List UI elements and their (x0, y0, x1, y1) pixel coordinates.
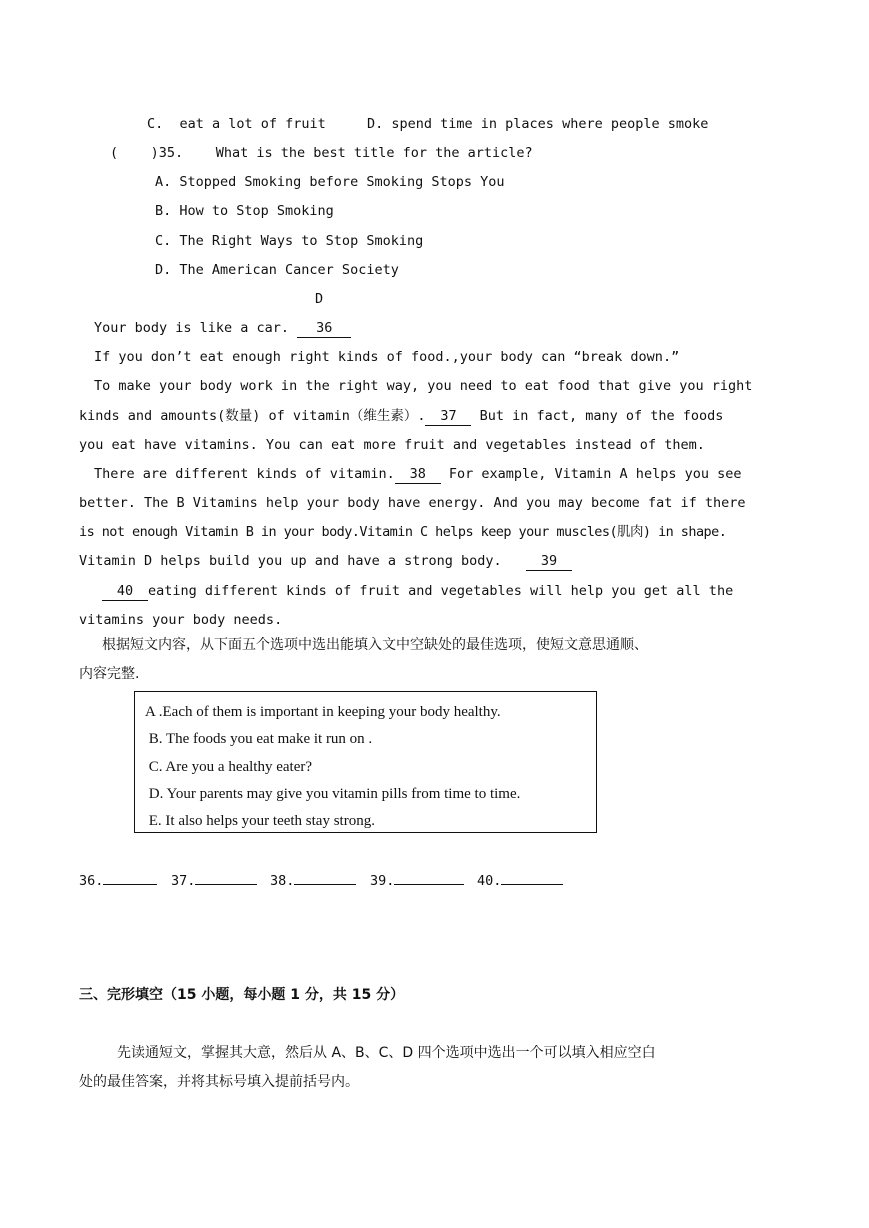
option-b: B. The foods you eat make it run on . (145, 731, 373, 747)
q35-option-a: A. Stopped Smoking before Smoking Stops You (155, 174, 505, 190)
answer-36[interactable] (79, 870, 157, 890)
passage-line-9 (79, 552, 572, 571)
blank-36: 36 (297, 319, 351, 338)
blank-40: 40 (102, 582, 148, 601)
sentence: Your body is like a car. (94, 320, 290, 336)
option-e: E. It also helps your teeth stay strong. (145, 813, 375, 829)
sentence: There are different kinds of vitamin. (94, 466, 395, 482)
answer-label: 37. (171, 873, 196, 889)
answer-blank[interactable] (501, 870, 563, 885)
instruction-line-1: 根据短文内容，从下面五个选项中选出能填入文中空缺处的最佳选项，使短文意思通顺、 (102, 637, 648, 653)
passage-line-8: is not enough Vitamin B in your body.Vitamin C helps keep your muscles(肌肉) in shape. (79, 524, 727, 540)
section-3-title: 三、完形填空（15 小题，每小题 1 分，共 15 分） (79, 987, 405, 1003)
sentence: But in fact, many of the foods (479, 408, 724, 424)
answer-blank[interactable] (103, 870, 157, 885)
passage-line-2: If you don’t eat enough right kinds of food.,your body can “break down.” (94, 349, 680, 365)
answer-40[interactable] (477, 870, 563, 890)
answer-37[interactable] (171, 870, 257, 890)
sentence: eating different kinds of fruit and vegetables will help you get all the (148, 583, 734, 599)
answer-label: 40. (477, 873, 502, 889)
passage-line-5: you eat have vitamins. You can eat more fruit and vegetables instead of them. (79, 437, 705, 453)
options-box (134, 691, 597, 833)
section-3-intro-1: 先读通短文，掌握其大意，然后从 A、B、C、D 四个选项中选出一个可以填入相应空白 (117, 1045, 656, 1061)
q34-option-d: D. spend time in places where people smoke (367, 116, 709, 132)
blank-37: 37 (425, 407, 471, 426)
option-d: D. Your parents may give you vitamin pills from time to time. (145, 786, 521, 802)
passage-line-3: To make your body work in the right way, you need to eat food that give you right (94, 378, 753, 394)
q34-option-c: C. eat a lot of fruit (147, 116, 326, 132)
passage-line-7: better. The B Vitamins help your body have energy. And you may become fat if there (79, 495, 746, 511)
passage-line-6 (94, 465, 741, 484)
passage-line-1 (94, 319, 351, 338)
q35-option-b: B. How to Stop Smoking (155, 203, 334, 219)
answer-label: 38. (270, 873, 295, 889)
answer-label: 39. (370, 873, 395, 889)
answer-blank[interactable] (294, 870, 356, 885)
answer-39[interactable] (370, 870, 464, 890)
passage-line-10 (102, 582, 733, 601)
answer-38[interactable] (270, 870, 356, 890)
blank-39: 39 (526, 552, 572, 571)
q35-option-c: C. The Right Ways to Stop Smoking (155, 233, 424, 249)
passage-line-4 (79, 407, 723, 426)
question-number: 35. (158, 145, 184, 161)
answer-blank[interactable] (394, 870, 464, 885)
sentence: kinds and amounts(数量) of vitamin（维生素）. (79, 408, 426, 424)
passage-heading: D (315, 291, 324, 307)
instruction-line-2: 内容完整. (79, 666, 140, 682)
answer-blank[interactable] (195, 870, 257, 885)
option-a: A .Each of them is important in keeping your body healthy. (145, 704, 501, 720)
sentence: Vitamin D helps build you up and have a strong body. (79, 553, 502, 569)
option-c: C. Are you a healthy eater? (145, 759, 313, 775)
question-text: What is the best title for the article? (215, 145, 533, 161)
answer-label: 36. (79, 873, 104, 889)
q35-stem (110, 144, 533, 162)
sentence: For example, Vitamin A helps you see (448, 466, 742, 482)
section-3-intro-2: 处的最佳答案，并将其标号填入提前括号内。 (79, 1074, 359, 1090)
passage-line-11: vitamins your body needs. (79, 612, 283, 628)
blank-38: 38 (395, 465, 441, 484)
q35-option-d: D. The American Cancer Society (155, 262, 399, 278)
answer-paren: ( ) (110, 145, 159, 161)
